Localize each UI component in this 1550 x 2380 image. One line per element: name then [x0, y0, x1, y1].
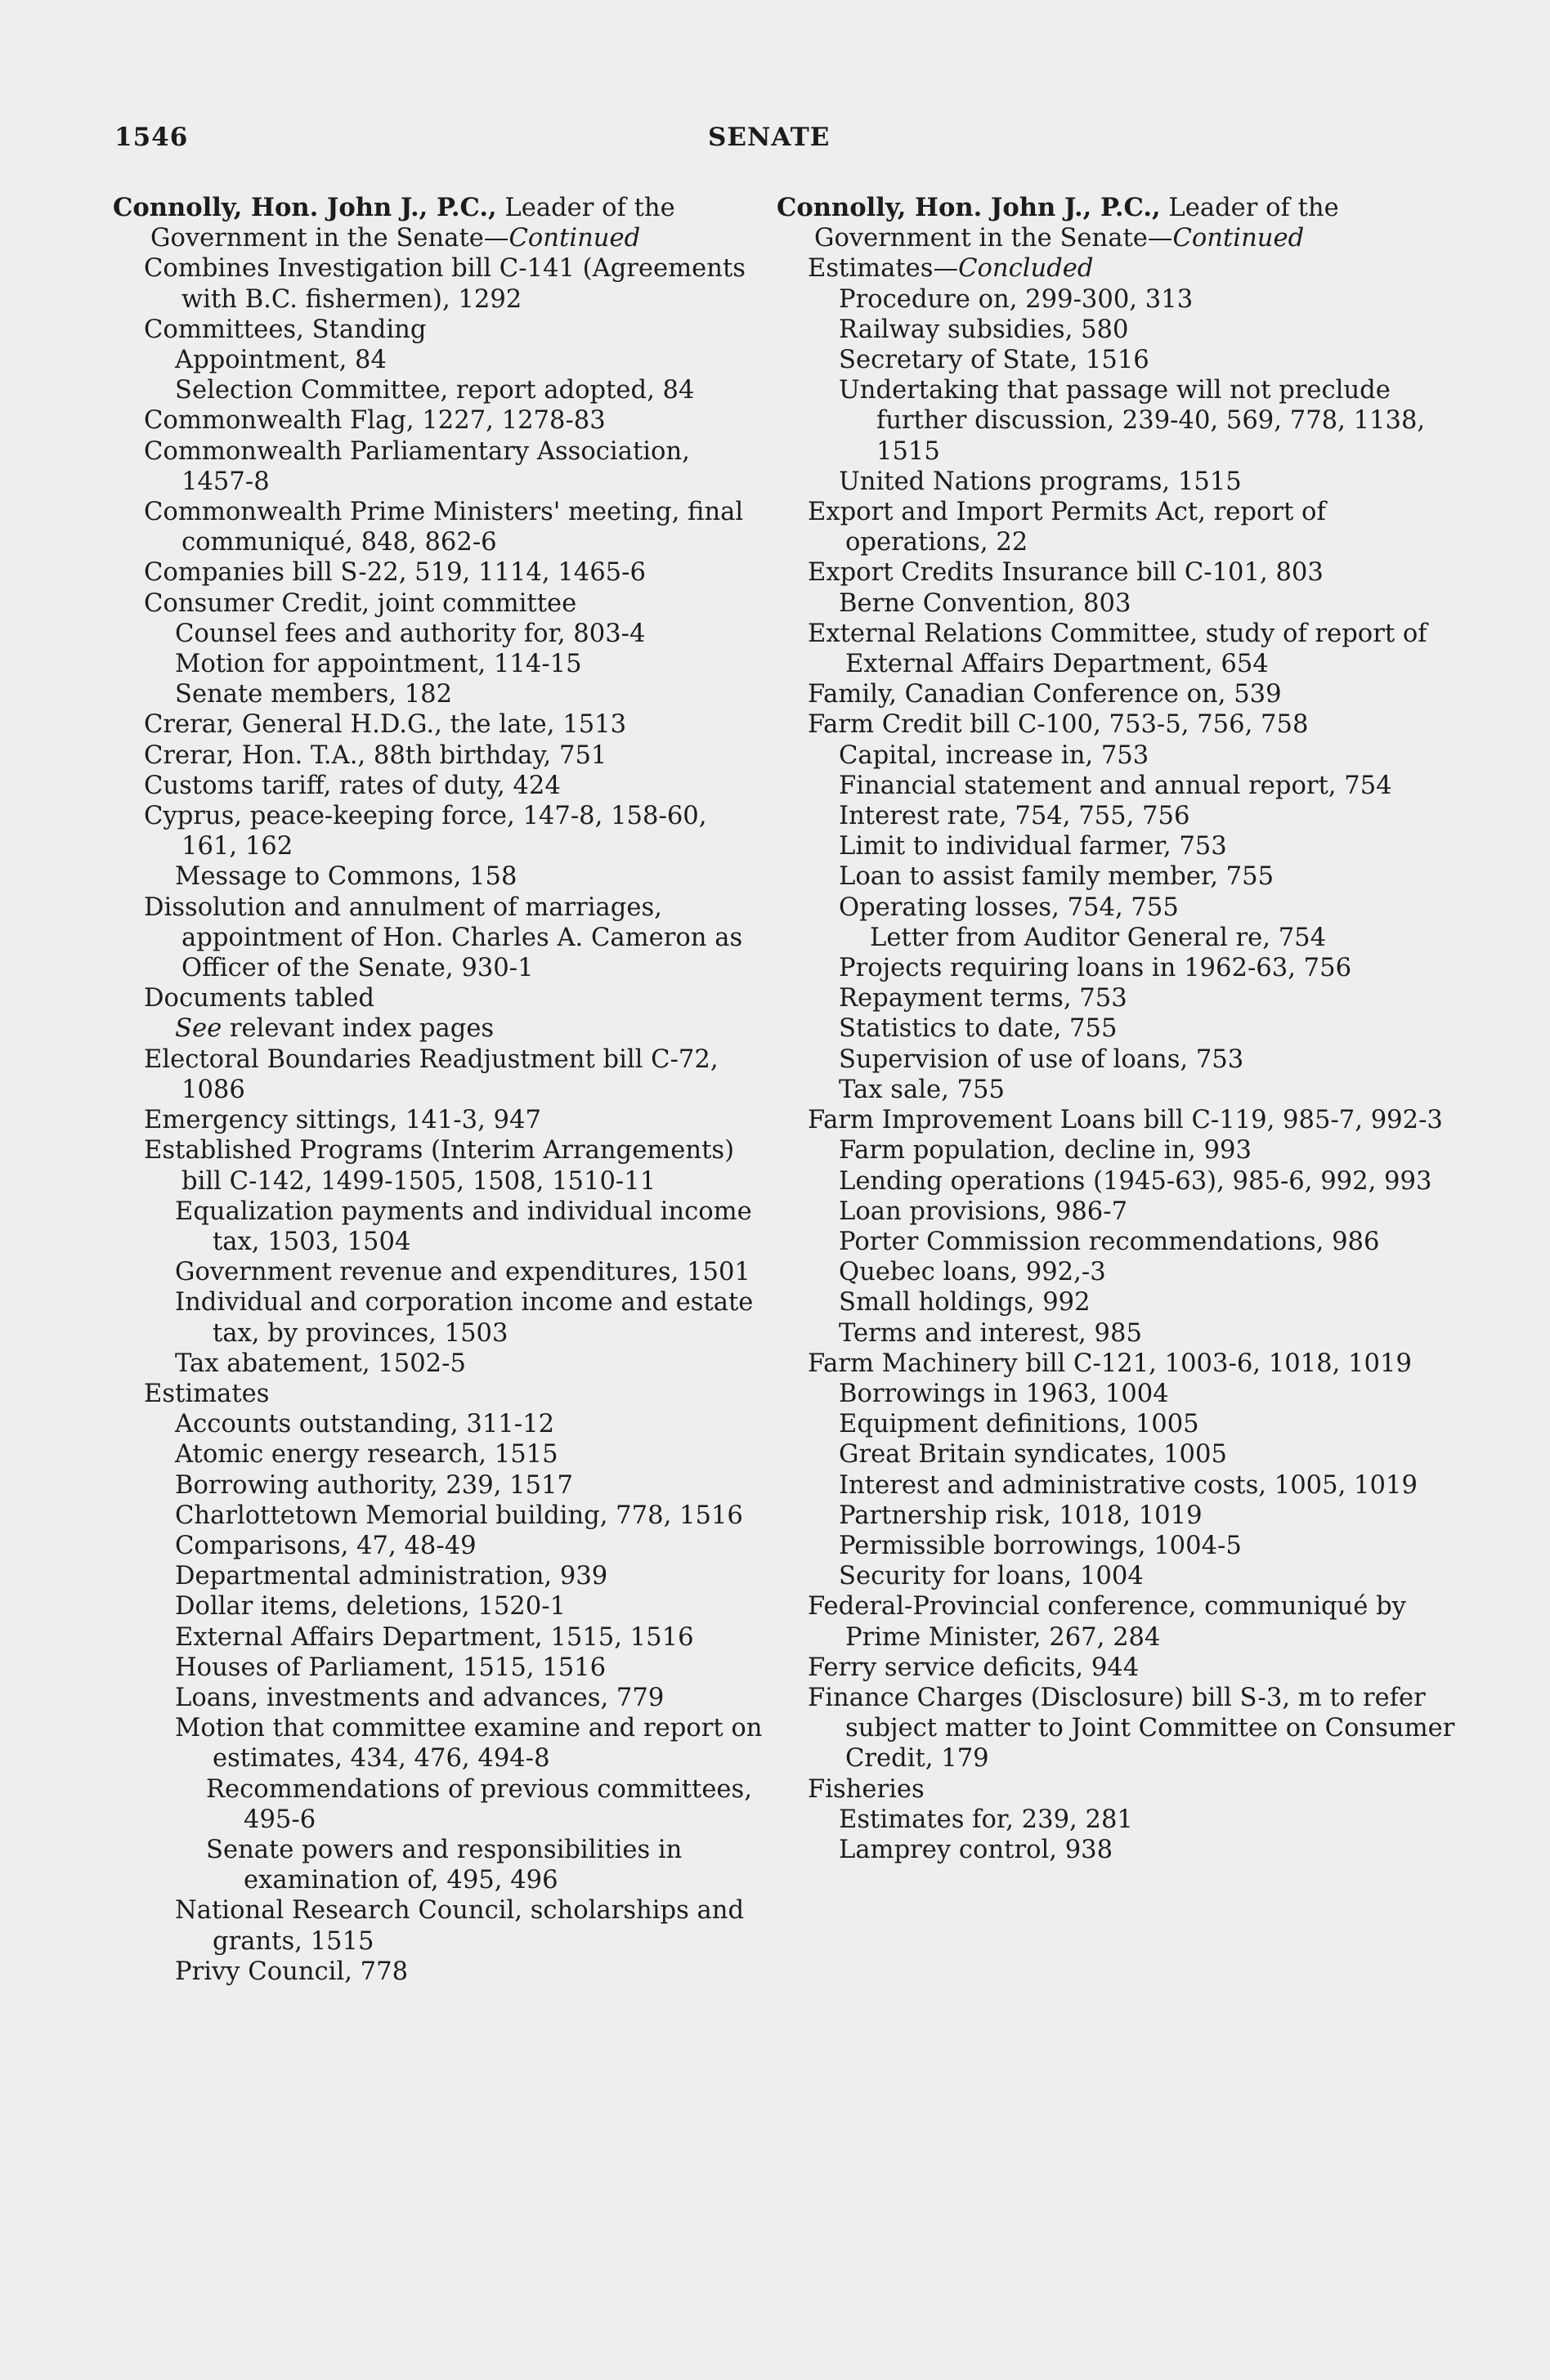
index-entry: Borrowings in 1963, 1004 [839, 1379, 1169, 1408]
index-entry: Established Programs (Interim Arrangements) bill C-142, 1499-1505, 1508, 1510-11 [144, 1136, 735, 1196]
index-entry [777, 253, 1465, 284]
index-entry: Farm Machinery bill C-121, 1003-6, 1018, 1019 [808, 1349, 1412, 1378]
entry-heading-name: Connolly, Hon. John J., P.C., [113, 193, 497, 222]
index-entry: Limit to individual farmer, 753 [839, 832, 1227, 861]
page-number: 1546 [114, 123, 189, 152]
right-column [777, 190, 1465, 1865]
index-entry: United Nations programs, 1515 [839, 467, 1242, 496]
index-entry: Farm Improvement Loans bill C-119, 985-7, 992-3 [808, 1106, 1443, 1135]
index-entry: Tax abatement, 1502-5 [175, 1349, 466, 1378]
entry-heading-desc: Leader of the Government in the Senate— [150, 194, 675, 253]
index-entry: Committees, Standing [144, 315, 427, 344]
index-entry: Comparisons, 47, 48-49 [175, 1531, 477, 1560]
entry-text: Estimates— [808, 254, 959, 284]
index-entry: Capital, increase in, 753 [839, 740, 1149, 770]
continued-marker: Continued [1172, 224, 1305, 253]
index-entry: Interest and administrative costs, 1005, 1019 [839, 1470, 1418, 1500]
index-entry: Dollar items, deletions, 1520-1 [175, 1592, 567, 1622]
index-entry: Message to Commons, 158 [175, 862, 517, 892]
index-entry: Privy Council, 778 [175, 1957, 409, 1986]
index-entry: Lending operations (1945-63), 985-6, 992, 993 [839, 1166, 1432, 1196]
index-entry: Permissible borrowings, 1004-5 [839, 1531, 1242, 1560]
index-entry: Federal-Provincial conference, communiqué by Prime Minister, 267, 284 [808, 1592, 1406, 1652]
index-entry: Houses of Parliament, 1515, 1516 [175, 1653, 607, 1682]
index-entry: Commonwealth Prime Ministers' meeting, final communiqué, 848, 862-6 [144, 498, 744, 557]
index-entry: Crerar, General H.D.G., the late, 1513 [144, 710, 627, 740]
index-entry: Tax sale, 755 [839, 1075, 1005, 1104]
index-entry: Charlottetown Memorial building, 778, 1516 [175, 1501, 743, 1530]
index-entry: Letter from Auditor General re, 754 [870, 923, 1327, 952]
index-entry: Cyprus, peace-keeping force, 147-8, 158-60, 161, 162 [144, 802, 707, 861]
index-entry: Export Credits Insurance bill C-101, 803 [808, 558, 1324, 588]
index-entry: Senate powers and responsibilities in examination of, 495, 496 [206, 1835, 683, 1895]
index-entry: Terms and interest, 985 [839, 1318, 1142, 1348]
index-entry [777, 193, 1465, 253]
index-entry: Accounts outstanding, 311-12 [175, 1410, 555, 1439]
index-entry: Dissolution and annulment of marriages, appointment of Hon. Charles A. Cameron as Officer of the Senate, 930-1 [144, 892, 743, 983]
index-entry: Commonwealth Flag, 1227, 1278-83 [144, 406, 606, 436]
index-entry: Projects requiring loans in 1962-63, 756 [839, 954, 1352, 983]
index-entry: National Research Council, scholarships and grants, 1515 [175, 1896, 745, 1956]
entry-text: relevant index pages [222, 1014, 495, 1044]
index-entry: Export and Import Permits Act, report of operations, 22 [808, 498, 1326, 557]
index-entry: Emergency sittings, 141-3, 947 [144, 1106, 541, 1135]
index-entry: Senate members, 182 [175, 680, 453, 709]
index-entry: Porter Commission recommendations, 986 [839, 1227, 1380, 1256]
index-entry: Lamprey control, 938 [839, 1835, 1113, 1864]
index-entry: Railway subsidies, 580 [839, 315, 1129, 344]
index-entry: Family, Canadian Conference on, 539 [808, 680, 1282, 709]
index-entry: Financial statement and annual report, 754 [839, 771, 1392, 800]
index-entry: Electoral Boundaries Readjustment bill C-72, 1086 [144, 1045, 719, 1104]
index-entry: Operating losses, 754, 755 [839, 892, 1179, 922]
index-entry: Interest rate, 754, 755, 756 [839, 802, 1190, 831]
entry-heading-name: Connolly, Hon. John J., P.C., [777, 193, 1161, 222]
index-entry: Finance Charges (Disclosure) bill S-3, m to refer subject matter to Joint Committee on Consumer Credit, 179 [808, 1683, 1455, 1774]
index-entry [113, 193, 767, 253]
index-entry: Great Britain syndicates, 1005 [839, 1440, 1227, 1470]
index-entry: Counsel fees and authority for, 803-4 [175, 619, 646, 648]
index-entry [113, 1013, 767, 1044]
index-entry: Repayment terms, 753 [839, 984, 1127, 1013]
index-entry: Fisheries [808, 1774, 925, 1804]
left-column [113, 190, 767, 1987]
index-entry: Departmental administration, 939 [175, 1562, 608, 1591]
index-entry: Motion that committee examine and report on estimates, 434, 476, 494-8 [175, 1714, 763, 1774]
index-entry: Security for loans, 1004 [839, 1562, 1144, 1591]
index-entry: Estimates [144, 1379, 270, 1408]
index-entry: Combines Investigation bill C-141 (Agreements with B.C. fishermen), 1292 [144, 254, 746, 314]
index-entry: Consumer Credit, joint committee [144, 588, 577, 618]
index-entry: Procedure on, 299-300, 313 [839, 284, 1194, 314]
entry-heading-desc: Leader of the Government in the Senate— [814, 194, 1339, 253]
continued-marker: Continued [508, 224, 641, 253]
see-reference: See [175, 1014, 222, 1044]
page-title: SENATE [708, 123, 831, 152]
index-entry: Ferry service deficits, 944 [808, 1653, 1140, 1682]
index-entry: Loan provisions, 986-7 [839, 1197, 1128, 1226]
index-entry: Estimates for, 239, 281 [839, 1805, 1133, 1834]
index-entry: External Affairs Department, 1515, 1516 [175, 1622, 694, 1652]
index-entry: Individual and corporation income and estate tax, by provinces, 1503 [175, 1288, 754, 1348]
index-entry: Partnership risk, 1018, 1019 [839, 1501, 1203, 1530]
index-entry: Berne Convention, 803 [839, 588, 1131, 618]
index-entry: Small holdings, 992 [839, 1288, 1091, 1318]
index-entry: Quebec loans, 992,-3 [839, 1258, 1106, 1287]
index-entry: Loan to assist family member, 755 [839, 862, 1274, 892]
index-entry: Appointment, 84 [175, 346, 387, 375]
concluded-marker: Concluded [958, 254, 1094, 284]
index-entry: Selection Committee, report adopted, 84 [175, 376, 695, 405]
index-entry: Undertaking that passage will not preclude further discussion, 239-40, 569, 778, 1138, 1515 [839, 376, 1426, 466]
index-entry: Equalization payments and individual income tax, 1503, 1504 [175, 1197, 752, 1256]
index-entry: Supervision of use of loans, 753 [839, 1045, 1244, 1074]
index-entry: Statistics to date, 755 [839, 1014, 1118, 1044]
index-entry: Government revenue and expenditures, 1501 [175, 1258, 750, 1287]
index-entry: Loans, investments and advances, 779 [175, 1683, 665, 1712]
index-entry: Borrowing authority, 239, 1517 [175, 1470, 573, 1500]
index-entry: Atomic energy research, 1515 [175, 1440, 558, 1470]
index-entry: Farm population, decline in, 993 [839, 1136, 1252, 1165]
index-entry: Commonwealth Parliamentary Association, 1457-8 [144, 436, 690, 496]
index-entry: Motion for appointment, 114-15 [175, 650, 582, 679]
index-entry: Companies bill S-22, 519, 1114, 1465-6 [144, 558, 646, 588]
index-entry: Secretary of State, 1516 [839, 346, 1149, 375]
index-entry: Equipment definitions, 1005 [839, 1410, 1199, 1439]
index-entry: Customs tariff, rates of duty, 424 [144, 771, 561, 800]
index-entry: Documents tabled [144, 984, 374, 1013]
index-entry: Recommendations of previous committees, 495-6 [206, 1774, 752, 1834]
index-entry: Crerar, Hon. T.A., 88th birthday, 751 [144, 740, 607, 770]
index-entry: Farm Credit bill C-100, 753-5, 756, 758 [808, 710, 1309, 740]
index-entry: External Relations Committee, study of report of External Affairs Department, 654 [808, 619, 1427, 679]
